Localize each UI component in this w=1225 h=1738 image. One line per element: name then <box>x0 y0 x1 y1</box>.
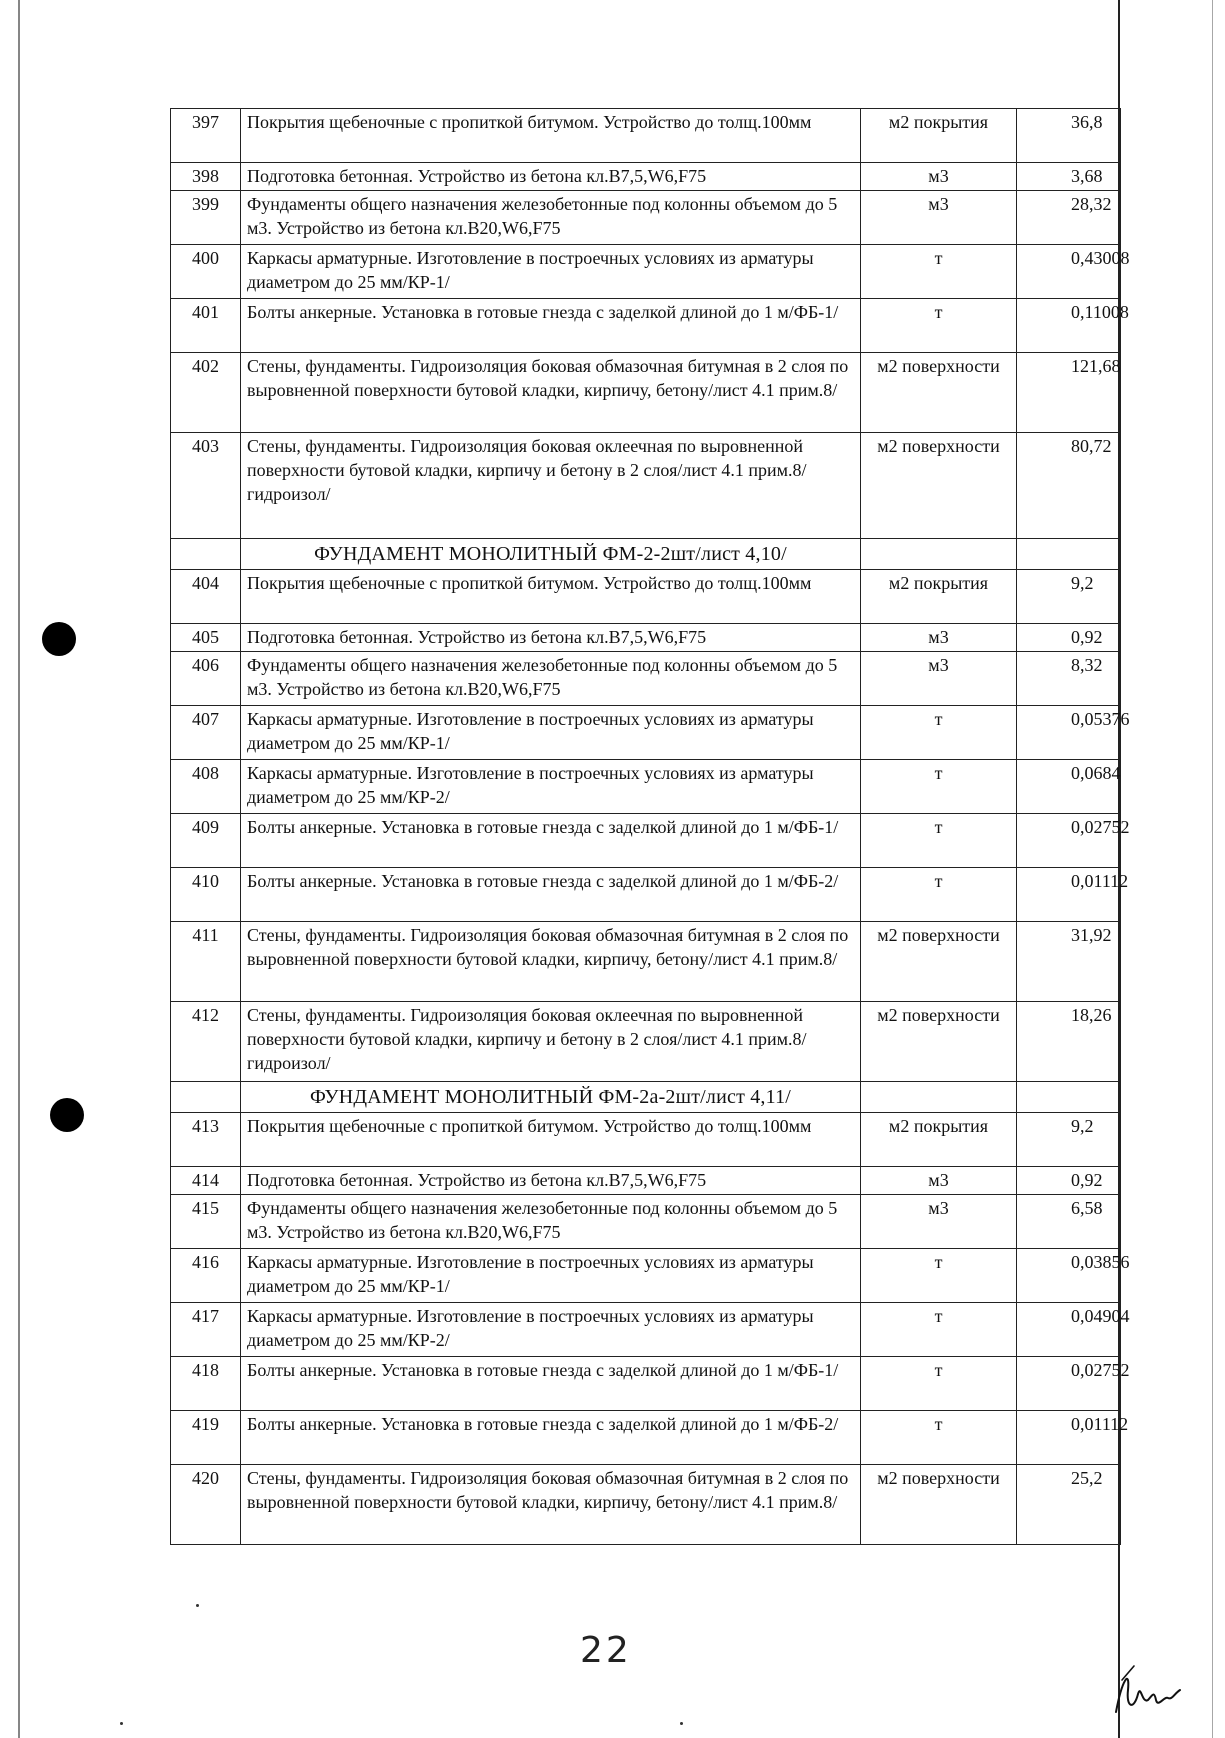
row-quantity: 0,01112 <box>1017 868 1121 922</box>
row-description: Болты анкерные. Установка в готовые гнезда с заделкой длиной до 1 м/ФБ-1/ <box>241 299 861 353</box>
row-description: Стены, фундаменты. Гидроизоляция боковая оклеечная по выровненной поверхности бутовой кладки, кирпичу и бетону в 2 слоя/лист 4.1 прим.8/гидроизол/ <box>241 433 861 539</box>
table-row <box>171 652 1121 706</box>
section-num-cell <box>171 1082 241 1113</box>
table-row <box>171 922 1121 1002</box>
row-description: Болты анкерные. Установка в готовые гнезда с заделкой длиной до 1 м/ФБ-1/ <box>241 1357 861 1411</box>
row-unit: т <box>861 299 1017 353</box>
works-table <box>170 108 1130 1545</box>
row-unit: м2 покрытия <box>861 109 1017 163</box>
row-unit: м3 <box>861 191 1017 245</box>
row-description: Каркасы арматурные. Изготовление в построечных условиях из арматуры диаметром до 25 мм/КР-2/ <box>241 1303 861 1357</box>
section-unit-cell <box>861 1082 1017 1113</box>
row-description: Болты анкерные. Установка в готовые гнезда с заделкой длиной до 1 м/ФБ-2/ <box>241 1411 861 1465</box>
table-row <box>171 624 1121 652</box>
row-quantity: 36,8 <box>1017 109 1121 163</box>
row-description: Подготовка бетонная. Устройство из бетона кл.В7,5,W6,F75 <box>241 163 861 191</box>
scan-margin-line-left <box>18 0 20 1738</box>
row-number: 418 <box>171 1357 241 1411</box>
row-number: 401 <box>171 299 241 353</box>
table-row <box>171 760 1121 814</box>
row-quantity: 3,68 <box>1017 163 1121 191</box>
row-unit: т <box>861 760 1017 814</box>
row-number: 402 <box>171 353 241 433</box>
row-quantity: 0,92 <box>1017 624 1121 652</box>
table-row <box>171 245 1121 299</box>
row-number: 416 <box>171 1249 241 1303</box>
row-number: 405 <box>171 624 241 652</box>
row-description: Каркасы арматурные. Изготовление в построечных условиях из арматуры диаметром до 25 мм/КР-1/ <box>241 1249 861 1303</box>
table-row <box>171 814 1121 868</box>
row-description: Стены, фундаменты. Гидроизоляция боковая оклеечная по выровненной поверхности бутовой кладки, кирпичу и бетону в 2 слоя/лист 4.1 прим.8/гидроизол/ <box>241 1002 861 1082</box>
row-quantity: 0,0684 <box>1017 760 1121 814</box>
row-unit: м2 покрытия <box>861 1113 1017 1167</box>
row-unit: м3 <box>861 624 1017 652</box>
section-title: ФУНДАМЕНТ МОНОЛИТНЫЙ ФМ-2а-2шт/лист 4,11/ <box>241 1082 861 1113</box>
table-row <box>171 163 1121 191</box>
row-number: 399 <box>171 191 241 245</box>
row-number: 413 <box>171 1113 241 1167</box>
row-number: 420 <box>171 1465 241 1545</box>
section-title: ФУНДАМЕНТ МОНОЛИТНЫЙ ФМ-2-2шт/лист 4,10/ <box>241 539 861 570</box>
row-unit: м3 <box>861 652 1017 706</box>
binder-hole-icon <box>50 1098 84 1132</box>
row-quantity: 28,32 <box>1017 191 1121 245</box>
row-quantity: 0,04904 <box>1017 1303 1121 1357</box>
row-unit: т <box>861 868 1017 922</box>
row-quantity: 9,2 <box>1017 1113 1121 1167</box>
row-unit: т <box>861 1357 1017 1411</box>
row-unit: м2 поверхности <box>861 1002 1017 1082</box>
row-quantity: 6,58 <box>1017 1195 1121 1249</box>
section-unit-cell <box>861 539 1017 570</box>
row-unit: м3 <box>861 163 1017 191</box>
row-quantity: 31,92 <box>1017 922 1121 1002</box>
row-number: 409 <box>171 814 241 868</box>
row-description: Стены, фундаменты. Гидроизоляция боковая обмазочная битумная в 2 слоя по выровненной поверхности бутовой кладки, кирпичу, бетону/лист 4.1 прим.8/ <box>241 922 861 1002</box>
row-unit: т <box>861 1303 1017 1357</box>
row-number: 407 <box>171 706 241 760</box>
row-description: Покрытия щебеночные с пропиткой битумом. Устройство до толщ.100мм <box>241 109 861 163</box>
row-description: Стены, фундаменты. Гидроизоляция боковая обмазочная битумная в 2 слоя по выровненной поверхности бутовой кладки, кирпичу, бетону/лист 4.1 прим.8/ <box>241 1465 861 1545</box>
row-description: Подготовка бетонная. Устройство из бетона кл.В7,5,W6,F75 <box>241 624 861 652</box>
row-unit: т <box>861 1249 1017 1303</box>
section-qty-cell <box>1017 539 1121 570</box>
row-quantity: 0,05376 <box>1017 706 1121 760</box>
scan-speck <box>196 1604 199 1607</box>
row-number: 412 <box>171 1002 241 1082</box>
row-unit: т <box>861 814 1017 868</box>
row-number: 398 <box>171 163 241 191</box>
row-description: Фундаменты общего назначения железобетонные под колонны объемом до 5 м3. Устройство из бетона кл.В20,W6,F75 <box>241 652 861 706</box>
row-quantity: 0,92 <box>1017 1167 1121 1195</box>
row-number: 419 <box>171 1411 241 1465</box>
section-num-cell <box>171 539 241 570</box>
row-quantity: 0,02752 <box>1017 1357 1121 1411</box>
handwritten-signature-icon <box>1108 1660 1188 1720</box>
row-quantity: 9,2 <box>1017 570 1121 624</box>
row-number: 417 <box>171 1303 241 1357</box>
row-quantity: 0,43008 <box>1017 245 1121 299</box>
table-row <box>171 353 1121 433</box>
table-row <box>171 1002 1121 1082</box>
row-unit: м3 <box>861 1195 1017 1249</box>
row-description: Стены, фундаменты. Гидроизоляция боковая обмазочная битумная в 2 слоя по выровненной поверхности бутовой кладки, кирпичу, бетону/лист 4.1 прим.8/ <box>241 353 861 433</box>
row-number: 404 <box>171 570 241 624</box>
row-quantity: 25,2 <box>1017 1465 1121 1545</box>
row-number: 414 <box>171 1167 241 1195</box>
row-number: 406 <box>171 652 241 706</box>
row-description: Подготовка бетонная. Устройство из бетона кл.В7,5,W6,F75 <box>241 1167 861 1195</box>
row-unit: т <box>861 706 1017 760</box>
row-description: Каркасы арматурные. Изготовление в построечных условиях из арматуры диаметром до 25 мм/КР-2/ <box>241 760 861 814</box>
table-row <box>171 1249 1121 1303</box>
row-description: Фундаменты общего назначения железобетонные под колонны объемом до 5 м3. Устройство из бетона кл.В20,W6,F75 <box>241 1195 861 1249</box>
section-qty-cell <box>1017 1082 1121 1113</box>
row-unit: м2 поверхности <box>861 922 1017 1002</box>
row-quantity: 0,11008 <box>1017 299 1121 353</box>
row-number: 408 <box>171 760 241 814</box>
row-quantity: 18,26 <box>1017 1002 1121 1082</box>
row-unit: м2 поверхности <box>861 353 1017 433</box>
row-number: 403 <box>171 433 241 539</box>
row-quantity: 121,68 <box>1017 353 1121 433</box>
table-row <box>171 299 1121 353</box>
table-row <box>171 191 1121 245</box>
row-description: Болты анкерные. Установка в готовые гнезда с заделкой длиной до 1 м/ФБ-2/ <box>241 868 861 922</box>
row-description: Покрытия щебеночные с пропиткой битумом. Устройство до толщ.100мм <box>241 1113 861 1167</box>
row-quantity: 80,72 <box>1017 433 1121 539</box>
row-quantity: 0,02752 <box>1017 814 1121 868</box>
row-unit: т <box>861 1411 1017 1465</box>
row-number: 411 <box>171 922 241 1002</box>
binder-hole-icon <box>42 622 76 656</box>
row-description: Каркасы арматурные. Изготовление в построечных условиях из арматуры диаметром до 25 мм/КР-1/ <box>241 706 861 760</box>
row-description: Покрытия щебеночные с пропиткой битумом. Устройство до толщ.100мм <box>241 570 861 624</box>
works-table-body <box>171 109 1130 1545</box>
row-number: 397 <box>171 109 241 163</box>
table-row <box>171 1113 1121 1167</box>
table-row <box>171 1195 1121 1249</box>
row-description: Фундаменты общего назначения железобетонные под колонны объемом до 5 м3. Устройство из бетона кл.В20,W6,F75 <box>241 191 861 245</box>
row-number: 410 <box>171 868 241 922</box>
table-row <box>171 1411 1121 1465</box>
row-quantity: 0,03856 <box>1017 1249 1121 1303</box>
table-row <box>171 706 1121 760</box>
scan-speck <box>120 1722 123 1725</box>
row-unit: т <box>861 245 1017 299</box>
row-unit: м2 поверхности <box>861 1465 1017 1545</box>
table-row <box>171 868 1121 922</box>
table-row <box>171 570 1121 624</box>
scan-right-edge <box>1212 0 1213 1738</box>
row-unit: м2 покрытия <box>861 570 1017 624</box>
table-row <box>171 1303 1121 1357</box>
row-number: 400 <box>171 245 241 299</box>
table-row <box>171 109 1121 163</box>
row-quantity: 0,01112 <box>1017 1411 1121 1465</box>
row-description: Каркасы арматурные. Изготовление в построечных условиях из арматуры диаметром до 25 мм/КР-1/ <box>241 245 861 299</box>
table-row <box>171 1167 1121 1195</box>
table-row <box>171 1357 1121 1411</box>
section-header-row <box>171 539 1121 570</box>
row-unit: м3 <box>861 1167 1017 1195</box>
row-unit: м2 поверхности <box>861 433 1017 539</box>
page-number: 22 <box>580 1630 632 1671</box>
section-header-row <box>171 1082 1121 1113</box>
row-quantity: 8,32 <box>1017 652 1121 706</box>
table-row <box>171 433 1121 539</box>
row-description: Болты анкерные. Установка в готовые гнезда с заделкой длиной до 1 м/ФБ-1/ <box>241 814 861 868</box>
scan-speck <box>680 1722 683 1725</box>
table-row <box>171 1465 1121 1545</box>
row-number: 415 <box>171 1195 241 1249</box>
